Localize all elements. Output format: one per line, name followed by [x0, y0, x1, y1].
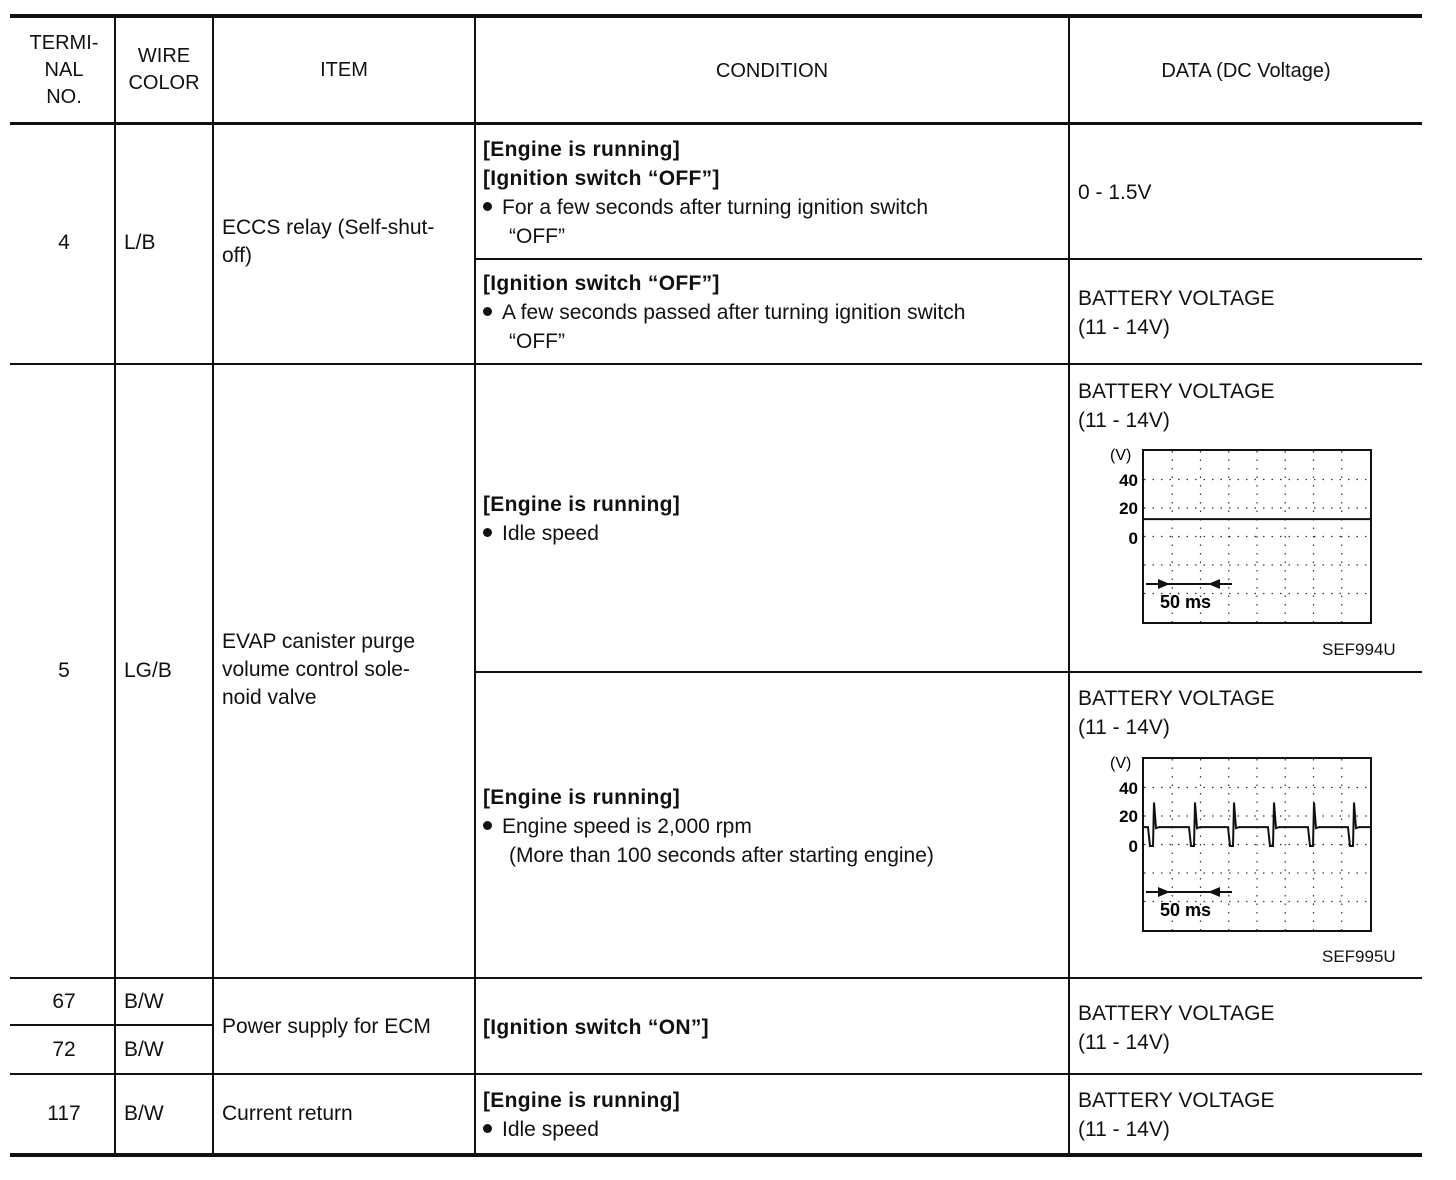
column-rule: [212, 16, 214, 1155]
header-terminal-no: TERMI- NAL NO.: [29, 32, 99, 108]
header-item: ITEM: [320, 59, 368, 81]
figure-code: SEF995U: [1322, 947, 1396, 966]
time-scale-label: 50 ms: [1160, 900, 1212, 920]
voltage-trace: [1144, 803, 1370, 847]
bullet-icon: [483, 1124, 492, 1133]
item-description: ECCS relay (Self-shut- off): [222, 216, 435, 267]
data-value: BATTERY VOLTAGE (11 - 14V): [1078, 380, 1275, 432]
data-value: BATTERY VOLTAGE (11 - 14V): [1078, 1002, 1275, 1054]
figure-code: SEF994U: [1322, 640, 1396, 659]
condition-text: [Ignition switch “OFF”] A few seconds passed after turning ignition switch “OFF”: [483, 272, 966, 353]
bullet-icon: [483, 307, 492, 316]
header-wire-color: WIRE COLOR: [128, 45, 200, 94]
terminal-number: 67: [52, 990, 76, 1013]
y-axis-unit: (V): [1110, 447, 1132, 464]
condition-text: [Engine is running] Engine speed is 2,000 rpm (More than 100 seconds after starting engine): [483, 786, 934, 867]
header-condition: CONDITION: [715, 60, 829, 82]
data-value: BATTERY VOLTAGE (11 - 14V): [1078, 1089, 1275, 1141]
arrowhead-icon: [1208, 887, 1220, 897]
bullet-icon: [483, 202, 492, 211]
y-tick-label: 20: [1119, 807, 1138, 826]
terminal-number: 117: [47, 1102, 81, 1125]
arrowhead-icon: [1158, 887, 1170, 897]
condition-text: [Engine is running] Idle speed: [483, 493, 681, 545]
wire-color: B/W: [124, 1038, 164, 1061]
cell-rule: [475, 258, 1422, 260]
data-value: 0 - 1.5V: [1078, 181, 1152, 204]
y-axis-unit: (V): [1110, 755, 1132, 772]
header-rule: [10, 122, 1422, 125]
cell-rule: [10, 1024, 213, 1026]
data-value: BATTERY VOLTAGE (11 - 14V): [1078, 687, 1275, 739]
bullet-icon: [483, 821, 492, 830]
y-tick-label: 20: [1119, 499, 1138, 518]
y-tick-label: 40: [1119, 471, 1138, 490]
data-value: BATTERY VOLTAGE (11 - 14V): [1078, 287, 1275, 339]
oscilloscope-chart: [1100, 440, 1390, 630]
condition-text: [Ignition switch “ON”]: [483, 1016, 709, 1039]
y-tick-label: 0: [1128, 529, 1138, 548]
top-rule: [10, 14, 1422, 18]
column-rule: [114, 16, 116, 1155]
wire-color: L/B: [124, 231, 156, 254]
row-rule: [10, 363, 1422, 365]
row-rule: [10, 977, 1422, 979]
wire-color: B/W: [124, 1102, 164, 1125]
time-scale-label: 50 ms: [1160, 592, 1212, 612]
column-rule: [1068, 16, 1070, 1155]
arrowhead-icon: [1158, 579, 1170, 589]
wire-color: LG/B: [124, 659, 172, 682]
header-data: DATA (DC Voltage): [1161, 60, 1331, 82]
column-rule: [474, 16, 476, 1155]
oscilloscope-chart: [1100, 748, 1390, 938]
bullet-icon: [483, 528, 492, 537]
terminal-number: 5: [58, 659, 70, 682]
cell-rule: [475, 671, 1422, 673]
terminal-number: 72: [52, 1038, 76, 1061]
condition-text: [Engine is running] [Ignition switch “OFF”] For a few seconds after turning ignition switch “OFF”: [483, 138, 929, 248]
y-tick-label: 0: [1128, 837, 1138, 856]
item-description: Power supply for ECM: [222, 1015, 431, 1038]
row-rule: [10, 1073, 1422, 1075]
arrowhead-icon: [1208, 579, 1220, 589]
wire-color: B/W: [124, 990, 164, 1013]
item-description: EVAP canister purge volume control sole- noid valve: [222, 630, 415, 709]
item-description: Current return: [222, 1102, 353, 1125]
condition-text: [Engine is running] Idle speed: [483, 1089, 681, 1141]
terminal-number: 4: [58, 231, 70, 254]
bottom-rule: [10, 1153, 1422, 1157]
y-tick-label: 40: [1119, 779, 1138, 798]
